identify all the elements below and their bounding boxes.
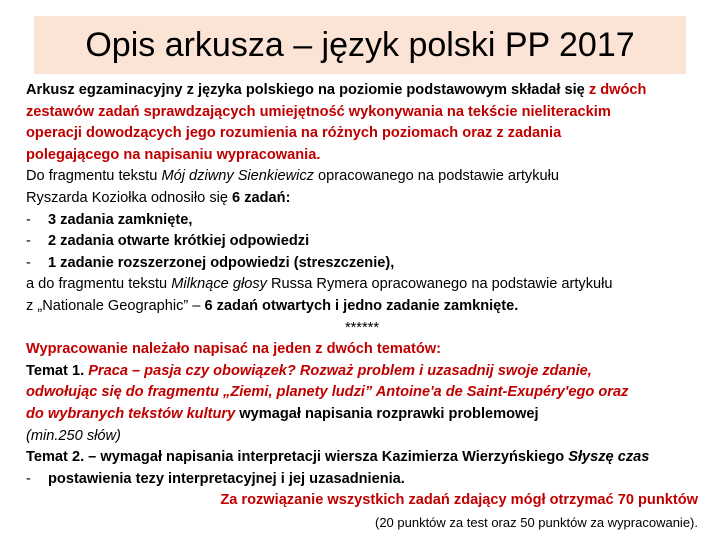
text1-author: Ryszarda Koziołka odnosiło się bbox=[26, 189, 233, 206]
text1-line-2 bbox=[26, 188, 698, 210]
intro-text: Arkusz egzaminacyjny z języka polskiego na poziomie podstawowym składał się bbox=[26, 82, 589, 98]
text2-intro: a do fragmentu tekstu bbox=[26, 276, 172, 293]
topic1-requirement: wymagał napisania rozprawki problemowej bbox=[235, 405, 539, 422]
text1-task-count: 6 zadań: bbox=[232, 189, 291, 206]
topic1-text-end: do wybranych tekstów kultury bbox=[26, 405, 236, 422]
intro-line-4: polegającego na napisaniu wypracowania. bbox=[26, 146, 321, 163]
intro-line-2: zestawów zadań sprawdzających umiejętność wykonywania na tekście nieliterackim bbox=[26, 103, 611, 120]
bullet-text: 3 zadania zamknięte, bbox=[48, 211, 193, 228]
text2-source: z „Nationale Geographic” – bbox=[26, 297, 205, 314]
topic1-label: Temat 1. bbox=[26, 362, 89, 379]
bullet-item: - 2 zadania otwarte krótkiej odpowiedzi bbox=[26, 233, 310, 250]
page-title: Opis arkusza – język polski PP 2017 bbox=[85, 25, 635, 64]
topic1-text: Praca – pasja czy obowiązek? Rozważ problem i uzasadnij swoje zdanie, bbox=[88, 362, 592, 379]
text1-line-1 bbox=[26, 166, 698, 188]
topic2-poem-title: Słyszę czas bbox=[568, 449, 650, 466]
text1-title: Mój dziwny Sienkiewicz bbox=[161, 168, 314, 185]
topic2-line bbox=[26, 447, 698, 469]
bullet-text: 2 zadania otwarte krótkiej odpowiedzi bbox=[48, 233, 310, 250]
title-banner bbox=[34, 16, 686, 74]
topic1-line-3 bbox=[26, 404, 698, 426]
bullet-item: - 1 zadanie rozszerzonej odpowiedzi (streszczenie), bbox=[26, 254, 395, 271]
separator: ****** bbox=[344, 319, 380, 336]
topic2-text: Temat 2. – wymagał napisania interpretacji wiersza Kazimierza Wierzyńskiego bbox=[26, 449, 569, 466]
text2-task-count: 6 zadań otwartych i jedno zadanie zamknięte. bbox=[204, 297, 519, 314]
text2-title: Milknące głosy bbox=[171, 276, 267, 293]
bullet-text: postawienia tezy interpretacyjnej i jej uzasadnienia. bbox=[48, 470, 405, 487]
topic1-line-2: odwołując się do fragmentu „Ziemi, planety ludzi” Antoine'a de Saint-Exupéry'ego oraz bbox=[26, 384, 629, 401]
topic1-word-limit: (min.250 słów) bbox=[26, 427, 121, 444]
bullet-item: - postawienia tezy interpretacyjnej i jej uzasadnienia. bbox=[26, 470, 405, 487]
score-total: Za rozwiązanie wszystkich zadań zdający mógł otrzymać 70 punktów bbox=[220, 492, 698, 509]
bullet-item: - 3 zadania zamknięte, bbox=[26, 211, 193, 228]
essay-heading: Wypracowanie należało napisać na jeden z dwóch tematów: bbox=[26, 341, 441, 358]
text2-line-1 bbox=[26, 274, 698, 296]
text1-desc: opracowanego na podstawie artykułu bbox=[313, 168, 559, 185]
topic1-line-1 bbox=[26, 361, 698, 383]
intro-line-1 bbox=[26, 80, 698, 102]
document-body bbox=[26, 80, 698, 533]
intro-highlight: z dwóch bbox=[588, 82, 647, 98]
text2-line-2 bbox=[26, 296, 698, 318]
text2-desc: Russa Rymera opracowanego na podstawie artykułu bbox=[266, 276, 613, 293]
bullet-text: 1 zadanie rozszerzonej odpowiedzi (streszczenie), bbox=[48, 254, 395, 271]
score-breakdown: (20 punktów za test oraz 50 punktów za wypracowanie). bbox=[374, 514, 698, 530]
text1-intro: Do fragmentu tekstu bbox=[26, 168, 162, 185]
intro-line-3: operacji dowodzących jego rozumienia na różnych poziomach oraz z zadania bbox=[26, 125, 562, 142]
